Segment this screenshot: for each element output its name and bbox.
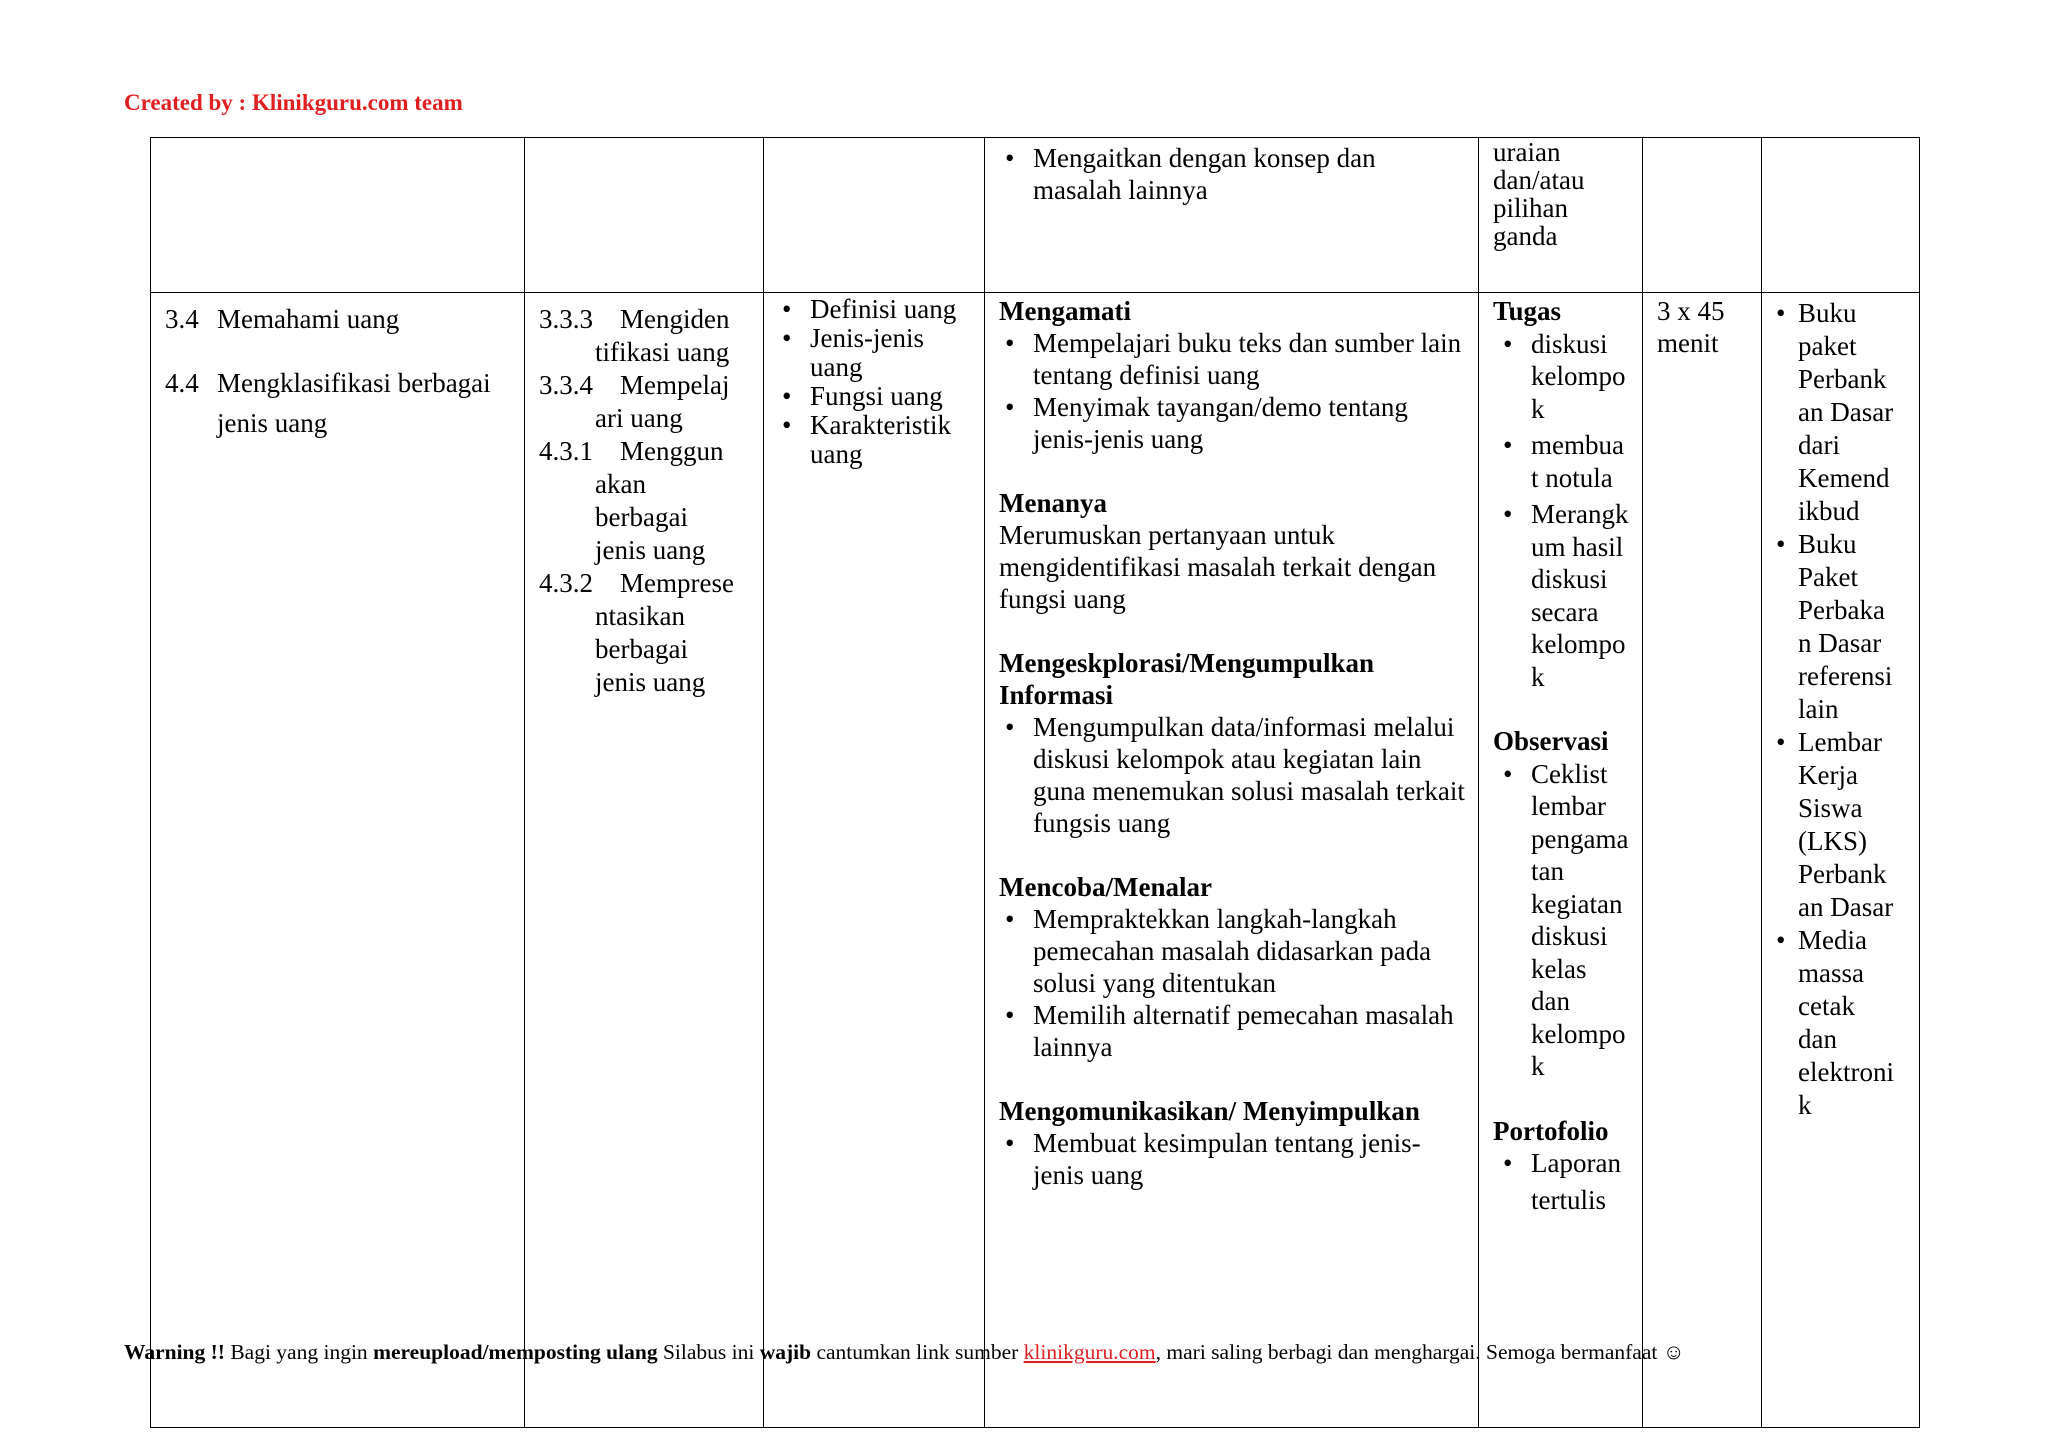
warning-label: Warning !! — [124, 1340, 225, 1364]
cell-sumber — [1762, 138, 1920, 293]
cell-materi — [764, 138, 985, 293]
indikator-line: Mengiden — [620, 304, 730, 334]
cell-kd — [151, 293, 525, 1428]
kegiatan-list — [999, 903, 1468, 1063]
indikator-line: akan — [595, 469, 646, 499]
cell-sumber — [1762, 293, 1920, 1428]
list-item: • Definisi uang — [776, 295, 974, 324]
penilaian-list — [1493, 758, 1632, 1083]
cell-materi — [764, 293, 985, 1428]
kd-text: Memahami uang — [217, 304, 400, 334]
penilaian-heading: Tugas — [1493, 296, 1562, 326]
kegiatan-list — [999, 711, 1468, 839]
cell-waktu — [1643, 138, 1762, 293]
kegiatan-list — [999, 327, 1468, 455]
penilaian-list — [1493, 328, 1632, 694]
indikator-line: ntasikan — [595, 601, 685, 631]
syllabus-table — [150, 137, 1920, 1428]
list-item: • Mengaitkan dengan konsep dan masalah lainnya — [999, 142, 1468, 206]
footer-text: , mari saling berbagi dan menghargai. Semoga bermanfaat — [1155, 1340, 1663, 1364]
list-item: • diskusi kelompo k — [1501, 328, 1632, 426]
kegiatan-heading: Mengamati — [999, 296, 1131, 326]
table-row — [151, 138, 1920, 293]
kegiatan-list — [999, 142, 1468, 206]
waktu-line: menit — [1657, 328, 1719, 358]
footer-text: Silabus ini — [657, 1340, 760, 1364]
footer-warning — [124, 1340, 1685, 1365]
kegiatan-heading: Mengomunikasikan/ Menyimpulkan — [999, 1096, 1420, 1126]
cell-kegiatan — [985, 293, 1479, 1428]
cell-indikator — [525, 138, 764, 293]
penilaian-heading: Portofolio — [1493, 1115, 1609, 1146]
indikator-number: 3.3.4 — [539, 370, 593, 400]
indikator-item — [539, 303, 753, 369]
indikator-line: jenis uang — [595, 667, 706, 697]
penilaian-list — [1493, 1147, 1632, 1216]
footer-bold: wajib — [759, 1340, 812, 1364]
indikator-line: tifikasi uang — [595, 337, 730, 367]
credit-header: Created by : Klinikguru.com team — [124, 90, 463, 115]
kegiatan-text: Merumuskan pertanyaan untuk mengidentifikasi masalah terkait dengan fungsi uang — [999, 520, 1437, 614]
list-item: • Media massa cetak dan elektroni k — [1774, 924, 1909, 1122]
indikator-number: 4.3.1 — [539, 436, 593, 466]
list-item: • Memilih alternatif pemecahan masalah lainnya — [999, 999, 1468, 1063]
indikator-line: berbagai — [595, 502, 688, 532]
kd-item — [165, 363, 514, 443]
penilaian-line: pilihan — [1493, 193, 1568, 223]
kegiatan-list — [999, 1127, 1468, 1191]
materi-list — [776, 295, 974, 469]
indikator-line: jenis uang — [595, 535, 706, 565]
table-row — [151, 293, 1920, 1428]
list-item: • membua t notula — [1501, 429, 1632, 494]
list-item: • Mempelajari buku teks dan sumber lain tentang definisi uang — [999, 327, 1468, 391]
indikator-line: ari uang — [595, 403, 683, 433]
indikator-item — [539, 567, 753, 699]
kd-number: 3.4 — [165, 304, 199, 334]
list-item: • Jenis-jenis uang — [776, 324, 974, 382]
list-item: • Merangk um hasil diskusi secara kelompo k — [1501, 498, 1632, 693]
kegiatan-heading: Mencoba/Menalar — [999, 872, 1212, 902]
sumber-list — [1774, 297, 1909, 1122]
list-item: • Lembar Kerja Siswa (LKS) Perbank an Dasar — [1774, 726, 1909, 924]
kd-text: Mengklasifikasi berbagai jenis uang — [217, 368, 491, 438]
footer-text: cantumkan link sumber — [811, 1340, 1024, 1364]
list-item: • Mengumpulkan data/informasi melalui diskusi kelompok atau kegiatan lain guna menemukan solusi masalah terkait fungsis uang — [999, 711, 1468, 839]
indikator-number: 4.3.2 — [539, 568, 593, 598]
kegiatan-heading: Menanya — [999, 488, 1107, 518]
indikator-line: Memprese — [620, 568, 734, 598]
list-item: • Ceklist lembar pengama tan kegiatan diskusi kelas dan kelompo k — [1501, 758, 1632, 1083]
cell-penilaian — [1479, 293, 1643, 1428]
list-item: • Menyimak tayangan/demo tentang jenis-jenis uang — [999, 391, 1468, 455]
list-item: • Membuat kesimpulan tentang jenis-jenis uang — [999, 1127, 1468, 1191]
cell-indikator — [525, 293, 764, 1428]
kd-number: 4.4 — [165, 368, 199, 398]
source-link[interactable]: klinikguru.com — [1023, 1340, 1156, 1364]
list-item: • Buku paket Perbank an Dasar dari Kemend ikbud — [1774, 297, 1909, 528]
indikator-line: Mempelaj — [620, 370, 730, 400]
cell-waktu — [1643, 293, 1762, 1428]
list-item: • Buku Paket Perbaka n Dasar referensi lain — [1774, 528, 1909, 726]
kegiatan-heading: Mengeskplorasi/Mengumpulkan Informasi — [999, 648, 1375, 710]
indikator-item — [539, 435, 753, 567]
cell-kd — [151, 138, 525, 293]
list-item: • Karakteristik uang — [776, 411, 974, 469]
indikator-number: 3.3.3 — [539, 304, 593, 334]
smiley-icon: ☺ — [1662, 1340, 1685, 1364]
list-item: • Fungsi uang — [776, 382, 974, 411]
indikator-line: berbagai — [595, 634, 688, 664]
kd-item — [165, 303, 514, 335]
list-item: • Laporan tertulis — [1501, 1147, 1632, 1216]
footer-text: Bagi yang ingin — [224, 1340, 374, 1364]
indikator-item — [539, 369, 753, 435]
penilaian-line: uraian — [1493, 137, 1561, 167]
cell-penilaian — [1479, 138, 1643, 293]
cell-kegiatan — [985, 138, 1479, 293]
indikator-line: Menggun — [620, 436, 724, 466]
penilaian-line: dan/atau — [1493, 165, 1585, 195]
waktu-line: 3 x 45 — [1657, 296, 1725, 326]
penilaian-line: ganda — [1493, 221, 1558, 251]
list-item: • Mempraktekkan langkah-langkah pemecahan masalah didasarkan pada solusi yang ditentukan — [999, 903, 1468, 999]
penilaian-heading: Observasi — [1493, 726, 1609, 756]
footer-bold: mereupload/memposting ulang — [373, 1340, 658, 1364]
